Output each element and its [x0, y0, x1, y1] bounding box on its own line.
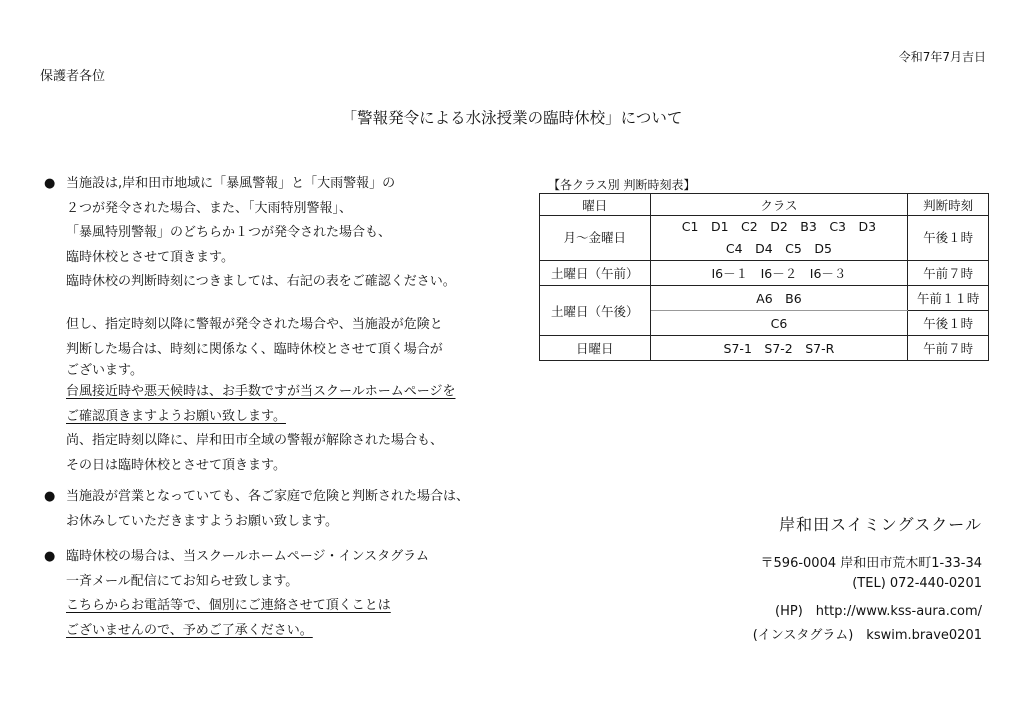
notice-line: 臨時休校とさせて頂きます。: [66, 249, 234, 265]
notice-line: 当施設は,岸和田市地域に「暴風警報」と「大雨警報」の: [66, 176, 396, 191]
notice-line-underlined: ございませんので、予めご了承ください。: [66, 622, 313, 638]
cell-time: 午後１時: [908, 311, 989, 336]
notice-line: 「暴風特別警報」のどちらか１つが発令された場合も、: [66, 225, 392, 241]
school-homepage-link[interactable]: (HP) http://www.kss-aura.com/: [775, 604, 982, 619]
cell-time: 午前１１時: [908, 286, 989, 311]
table-header-row: [540, 194, 989, 216]
table-row: [540, 261, 989, 286]
cell-day: 土曜日（午前）: [540, 261, 651, 286]
school-instagram: (インスタグラム) kswim.brave0201: [752, 628, 982, 643]
header-day: 曜日: [540, 194, 651, 216]
bullet-icon: ●: [44, 489, 56, 504]
notice-family-judgement: [44, 485, 469, 534]
cell-time: 午前７時: [908, 261, 989, 286]
notice-line: 当施設が営業となっていても、各ご家庭で危険と判断された場合は、: [66, 489, 470, 504]
cell-classes: I6－１ I6－２ I6－３: [650, 261, 908, 286]
cell-classes: S7-1 S7-2 S7-R: [650, 336, 908, 361]
cell-time: 午後１時: [908, 216, 989, 261]
cell-classes: C1 D1 C2 D2 B3 C3 D3 C4 D4 C5 D5: [650, 216, 908, 261]
notice-line-underlined: 台風接近時や悪天候時は、お手数ですが当スクールホームページを: [66, 384, 456, 400]
notice-line: 但し、指定時刻以降に警報が発令された場合や、当施設が危険と: [66, 316, 443, 332]
schedule-table: [539, 193, 989, 361]
schedule-caption: 【各クラス別 判断時刻表】: [548, 178, 696, 192]
page-title: 「警報発令による水泳授業の臨時休校」について: [341, 109, 683, 127]
cell-day: 月～金曜日: [540, 216, 651, 261]
bullet-icon: ●: [44, 549, 56, 564]
school-name: 岸和田スイミングスクール: [779, 515, 982, 534]
notice-line: ございます。: [66, 363, 143, 379]
header-class: クラス: [650, 194, 908, 216]
table-row: [540, 216, 989, 261]
notice-line: お休みしていただきますようお願い致します。: [66, 513, 338, 529]
notice-line: 判断した場合は、時刻に関係なく、臨時休校とさせて頂く場合が: [66, 341, 443, 357]
notice-line-underlined: こちらからお電話等で、個別にご連絡させて頂くことは: [66, 598, 391, 614]
table-row: [540, 336, 989, 361]
cell-day: 土曜日（午後）: [540, 286, 651, 336]
bullet-icon: ●: [44, 176, 56, 191]
cell-day: 日曜日: [540, 336, 651, 361]
notice-line-underlined: ご確認頂きますようお願い致します。: [66, 408, 286, 424]
header-time: 判断時刻: [908, 194, 989, 216]
cell-classes: A6 B6: [650, 286, 908, 311]
notice-line: その日は臨時休校とさせて頂きます。: [66, 457, 286, 473]
notice-contact-method: [44, 545, 429, 643]
cell-classes: C6: [650, 311, 908, 336]
table-row: [540, 286, 989, 311]
school-phone: (TEL) 072-440-0201: [852, 576, 982, 591]
notice-line: ２つが発令された場合、また、「大雨特別警報」、: [66, 200, 353, 216]
notice-line: 臨時休校の判断時刻につきましては、右記の表をご確認ください。: [66, 274, 456, 290]
notice-line: 尚、指定時刻以降に、岸和田市全域の警報が解除された場合も、: [66, 433, 444, 449]
notice-closure-criteria: [44, 172, 456, 479]
notice-line: 一斉メール配信にてお知らせ致します。: [66, 573, 299, 589]
date: 令和7年7月吉日: [898, 50, 986, 64]
cell-time: 午前７時: [908, 336, 989, 361]
addressee: 保護者各位: [40, 69, 106, 84]
school-address: 〒596-0004 岸和田市荒木町1-33-34: [760, 556, 982, 571]
notice-line: 臨時休校の場合は、当スクールホームページ・インスタグラム: [66, 549, 429, 564]
